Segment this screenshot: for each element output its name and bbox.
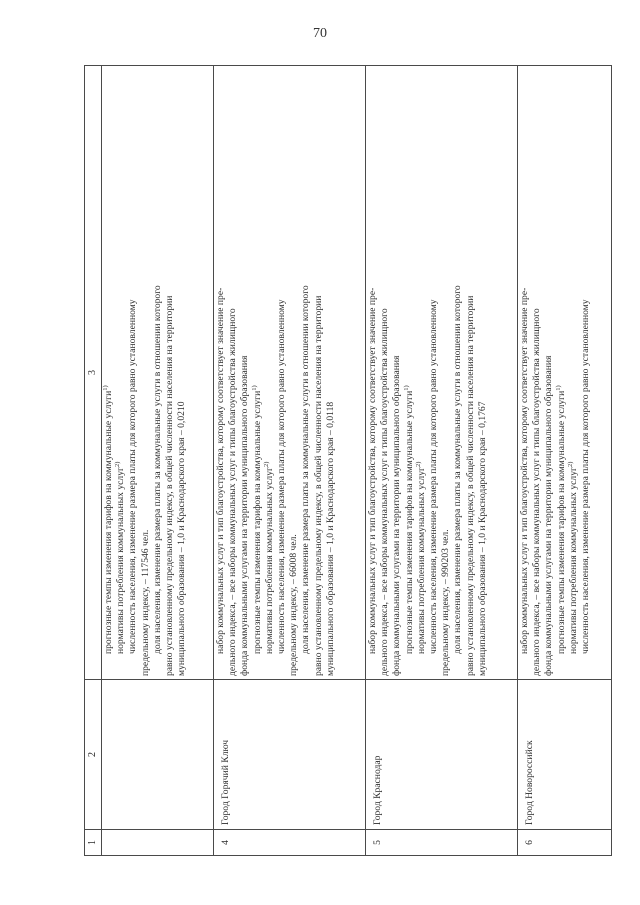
description-line bbox=[164, 69, 176, 676]
description-line bbox=[580, 69, 592, 676]
description-line bbox=[367, 69, 379, 676]
description-line-text: фонда коммунальными услугами на территории муниципального образования bbox=[543, 355, 555, 676]
description-line bbox=[428, 69, 440, 676]
row-number-cell bbox=[102, 830, 214, 856]
description-line-text: нормативы потребления коммунальных услуг bbox=[415, 467, 427, 654]
description-line bbox=[140, 69, 152, 676]
header-col-3: 3 bbox=[85, 66, 102, 680]
description-line-text: равно установленному предельному индексу, в общей численности населения на территории bbox=[164, 295, 176, 676]
description-line-text: прогнозные темпы изменения тарифов на коммунальные услуги bbox=[555, 390, 567, 654]
description-line-text: доля населения, изменение размера платы за коммунальные услуги в отношении которого bbox=[151, 285, 163, 654]
table-rotation-frame bbox=[84, 66, 594, 856]
table-header-row bbox=[85, 66, 102, 856]
description-line-text: предельному индексу, – 117546 чел. bbox=[139, 529, 151, 676]
footnote-marker: 2) bbox=[114, 461, 122, 468]
description-line bbox=[313, 69, 325, 676]
footnote-marker: 1) bbox=[101, 385, 109, 391]
description-line-text: нормативы потребления коммунальных услуг bbox=[263, 467, 275, 654]
description-line bbox=[127, 69, 139, 676]
description-line bbox=[404, 69, 416, 676]
description-line bbox=[252, 69, 264, 676]
description-line-text: предельному индексу, – 66008 чел. bbox=[288, 534, 300, 676]
description-line bbox=[300, 69, 312, 676]
footnote-marker: 2) bbox=[566, 461, 574, 468]
table-row bbox=[366, 66, 518, 856]
row-number-cell: 6 bbox=[518, 830, 612, 856]
description-line bbox=[379, 69, 391, 676]
description-cell bbox=[102, 66, 214, 680]
description-line-text: прогнозные темпы изменения тарифов на коммунальные услуги bbox=[103, 390, 114, 654]
description-line bbox=[276, 69, 288, 676]
description-line-text: набор коммунальных услуг и тип благоустройства, которому соответствует значение пре- bbox=[367, 287, 378, 654]
description-line bbox=[288, 69, 300, 676]
table-row bbox=[518, 66, 612, 856]
description-line-text: прогнозные темпы изменения тарифов на коммунальные услуги bbox=[251, 390, 263, 654]
description-line bbox=[568, 69, 580, 676]
description-line bbox=[440, 69, 452, 676]
description-line bbox=[391, 69, 403, 676]
description-cell bbox=[518, 66, 612, 680]
description-line bbox=[227, 69, 239, 676]
footnote-marker: 2) bbox=[262, 461, 270, 468]
description-line-text: равно установленному предельному индексу, в общей численности населения на территории bbox=[312, 295, 324, 676]
row-number-cell: 4 bbox=[214, 830, 366, 856]
description-line bbox=[103, 69, 115, 676]
description-line-text: нормативы потребления коммунальных услуг bbox=[115, 467, 127, 654]
rotated-table-container bbox=[84, 66, 594, 856]
description-line-text: набор коммунальных услуг и тип благоустройства, которому соответствует значение пре- bbox=[519, 287, 530, 654]
description-line bbox=[416, 69, 428, 676]
description-line bbox=[452, 69, 464, 676]
row-number-cell: 5 bbox=[366, 830, 518, 856]
description-line bbox=[556, 69, 568, 676]
description-line bbox=[264, 69, 276, 676]
header-col-1: 1 bbox=[85, 830, 102, 856]
tariff-table bbox=[84, 65, 612, 856]
description-line-text: фонда коммунальными услугами на территории муниципального образования bbox=[239, 355, 251, 676]
description-line-text: фонда коммунальными услугами на территории муниципального образования bbox=[391, 355, 403, 676]
municipality-name-cell: Город Горячий Ключ bbox=[214, 680, 366, 830]
description-line-text: прогнозные темпы изменения тарифов на коммунальные услуги bbox=[403, 390, 415, 654]
description-line bbox=[215, 69, 227, 676]
description-line-text: численность населения, изменение размера платы для которого равно установленному bbox=[428, 299, 440, 654]
description-line bbox=[477, 69, 489, 676]
footnote-marker: 1) bbox=[402, 385, 410, 391]
description-line-text: численность населения, изменение размера платы для которого равно установленному bbox=[276, 299, 288, 654]
description-line bbox=[531, 69, 543, 676]
description-line bbox=[519, 69, 531, 676]
municipality-name-cell: Город Новороссийск bbox=[518, 680, 612, 830]
description-line bbox=[325, 69, 337, 676]
description-line bbox=[543, 69, 555, 676]
description-line-text: нормативы потребления коммунальных услуг bbox=[567, 467, 579, 654]
table-row bbox=[214, 66, 366, 856]
description-line-text: дельного индекса, – все наборы коммунальных услуг и типы благоустройства жилищного bbox=[379, 308, 391, 676]
description-line-text: доля населения, изменение размера платы за коммунальные услуги в отношении которого bbox=[300, 285, 312, 654]
description-cell bbox=[214, 66, 366, 680]
municipality-name-cell bbox=[102, 680, 214, 830]
municipality-name-cell: Город Краснодар bbox=[366, 680, 518, 830]
page-number: 70 bbox=[313, 26, 327, 41]
description-line-text: доля населения, изменение размера платы за коммунальные услуги в отношении которого bbox=[452, 285, 464, 654]
description-line bbox=[115, 69, 127, 676]
footnote-marker: 1) bbox=[250, 385, 258, 391]
footnote-marker: 1) bbox=[554, 385, 562, 391]
description-line bbox=[465, 69, 477, 676]
description-line bbox=[176, 69, 188, 676]
description-line-text: численность населения, изменение размера платы для которого равно установленному bbox=[580, 299, 592, 654]
table-body bbox=[102, 66, 612, 856]
description-line-text: дельного индекса, – все наборы коммунальных услуг и типы благоустройства жилищного bbox=[531, 308, 543, 676]
description-line bbox=[152, 69, 164, 676]
description-cell bbox=[366, 66, 518, 680]
description-line-text: равно установленному предельному индексу, в общей численности населения на территории bbox=[464, 295, 476, 676]
footnote-marker: 2) bbox=[414, 461, 422, 468]
description-line-text: набор коммунальных услуг и тип благоустройства, которому соответствует значение пре- bbox=[215, 287, 226, 654]
description-line-text: муниципального образования – 1,0 и Краснодарского края – 0,0210 bbox=[176, 401, 188, 676]
description-line bbox=[239, 69, 251, 676]
description-line-text: численность населения, изменение размера платы для которого равно установленному bbox=[127, 299, 139, 654]
description-line-text: дельного индекса, – все наборы коммунальных услуг и типы благоустройства жилищного bbox=[227, 308, 239, 676]
description-line-text: предельному индексу, – 990203 чел. bbox=[440, 529, 452, 676]
description-line-text: муниципального образования – 1,0 и Краснодарского края – 0,1767 bbox=[476, 401, 488, 676]
header-col-2: 2 bbox=[85, 680, 102, 830]
table-row bbox=[102, 66, 214, 856]
description-line-text: муниципального образования – 1,0 и Краснодарского края – 0,0118 bbox=[324, 401, 336, 676]
